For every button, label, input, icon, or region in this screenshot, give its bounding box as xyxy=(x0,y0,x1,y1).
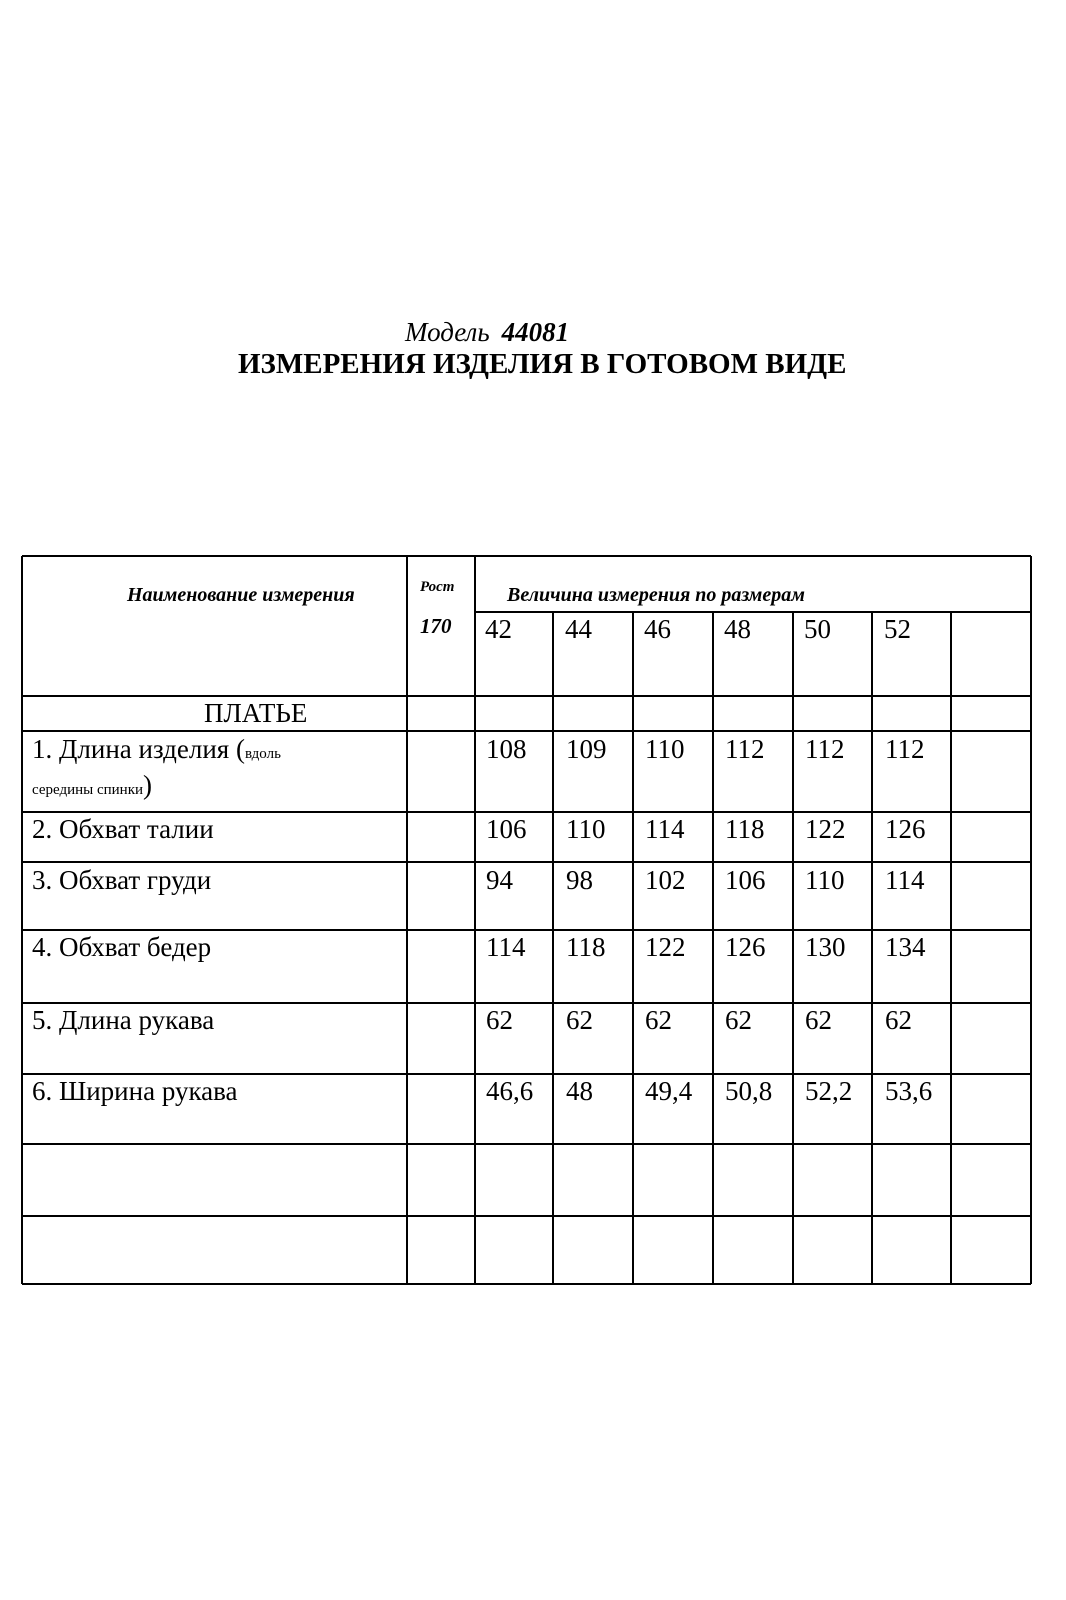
table-cell: 114 xyxy=(645,814,685,844)
table-cell: 62 xyxy=(645,1005,672,1035)
model-line xyxy=(405,317,569,348)
table-cell: 112 xyxy=(885,734,925,764)
size-header: 48 xyxy=(724,614,751,644)
table-cell: 52,2 xyxy=(805,1076,853,1106)
row-note: вдоль xyxy=(244,746,281,762)
row-note-close: ) xyxy=(143,770,153,800)
size-header: 44 xyxy=(565,614,592,644)
row-note-line xyxy=(32,770,153,800)
table-cell: 106 xyxy=(725,865,766,895)
table-cell: 49,4 xyxy=(645,1076,693,1106)
row-label-text: 1. Длина изделия ( xyxy=(32,734,245,764)
table-cell: 118 xyxy=(725,814,765,844)
size-header: 52 xyxy=(884,614,911,644)
model-number: 44081 xyxy=(501,317,570,347)
document-title: ИЗМЕРЕНИЯ ИЗДЕЛИЯ В ГОТОВОМ ВИДЕ xyxy=(238,348,847,380)
table-cell: 114 xyxy=(486,932,526,962)
size-header: 46 xyxy=(644,614,671,644)
table-cell: 53,6 xyxy=(885,1076,933,1106)
table-cell: 114 xyxy=(885,865,925,895)
model-label: Модель xyxy=(405,317,490,347)
table-cell: 94 xyxy=(486,865,513,895)
table-cell: 62 xyxy=(805,1005,832,1035)
column-header-height: Рост xyxy=(420,579,455,595)
table-cell: 62 xyxy=(486,1005,513,1035)
row-note-text: середины спинки xyxy=(32,782,144,798)
table-cell: 118 xyxy=(566,932,606,962)
column-header-size-values: Величина измерения по размерам xyxy=(507,584,805,606)
table-cell: 62 xyxy=(566,1005,593,1035)
row-label xyxy=(32,734,281,769)
table-cell: 110 xyxy=(645,734,685,764)
table-cell: 122 xyxy=(645,932,686,962)
table-cell: 130 xyxy=(805,932,846,962)
table-cell: 110 xyxy=(566,814,606,844)
table-cell: 50,8 xyxy=(725,1076,773,1106)
row-label: 6. Ширина рукава xyxy=(32,1076,238,1106)
size-header: 42 xyxy=(485,614,512,644)
size-header: 50 xyxy=(804,614,831,644)
table-cell: 112 xyxy=(805,734,845,764)
table-cell: 110 xyxy=(805,865,845,895)
column-header-measurement-name: Наименование измерения xyxy=(127,584,355,606)
row-label: 5. Длина рукава xyxy=(32,1005,215,1035)
table-cell: 134 xyxy=(885,932,926,962)
table-cell: 48 xyxy=(566,1076,593,1106)
table-cell: 46,6 xyxy=(486,1076,534,1106)
height-value: 170 xyxy=(420,614,452,638)
table-cell: 62 xyxy=(885,1005,912,1035)
table-cell: 108 xyxy=(486,734,527,764)
table-cell: 102 xyxy=(645,865,686,895)
row-label: 4. Обхват бедер xyxy=(32,932,212,962)
row-label: 3. Обхват груди xyxy=(32,865,212,895)
section-title: ПЛАТЬЕ xyxy=(204,698,308,728)
table-cell: 126 xyxy=(885,814,926,844)
table-cell: 126 xyxy=(725,932,766,962)
table-cell: 98 xyxy=(566,865,593,895)
table-cell: 122 xyxy=(805,814,846,844)
row-label: 2. Обхват талии xyxy=(32,814,214,844)
table-cell: 62 xyxy=(725,1005,752,1035)
table-cell: 109 xyxy=(566,734,607,764)
table-cell: 112 xyxy=(725,734,765,764)
table-cell: 106 xyxy=(486,814,527,844)
